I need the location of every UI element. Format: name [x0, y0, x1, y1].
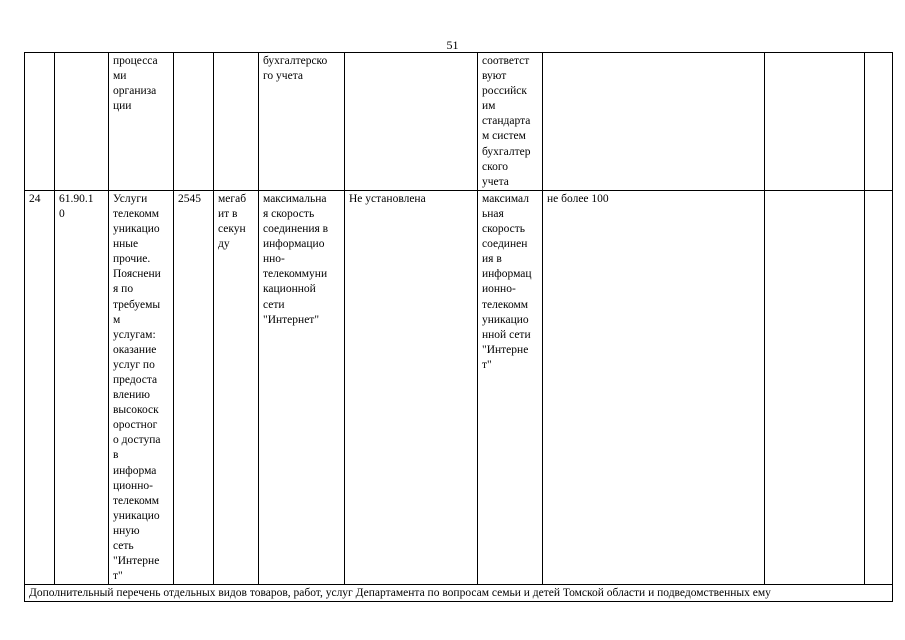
page-number: 51	[446, 38, 459, 52]
cell-unit-name: мегаб ит в секун ду	[214, 190, 259, 584]
cell-unit-code	[174, 53, 214, 191]
cell-characteristic-2: соответст вуют российск им стандарта м систем бухгалтер ского учета	[478, 53, 543, 191]
table-row-continuation	[25, 53, 893, 191]
cell-extra-2	[865, 190, 893, 584]
cell-characteristic: максимальна я скорость соединения в информацио нно- телекоммуни кационной сети "Интернет"	[259, 190, 345, 584]
cell-unit-code: 2545	[174, 190, 214, 584]
table-row-24	[25, 190, 893, 584]
cell-value: Не установлена	[345, 190, 478, 584]
cell-value-2	[543, 53, 765, 191]
specification-table	[24, 52, 893, 602]
table-footer-row	[25, 585, 893, 602]
cell-code	[55, 53, 109, 191]
cell-value-2: не более 100	[543, 190, 765, 584]
cell-extra-2	[865, 53, 893, 191]
cell-code: 61.90.1 0	[55, 190, 109, 584]
cell-value	[345, 53, 478, 191]
cell-name: процесса ми организа ции	[109, 53, 174, 191]
cell-extra-1	[765, 190, 865, 584]
cell-extra-1	[765, 53, 865, 191]
cell-name: Услуги телекомм уникацио нные прочие. Пояснени я по требуемы м услугам: оказание услуг по предоста влению высокоск оростног о доступа в информа ционно- телекомм уникацио нную сеть "Интерне т"	[109, 190, 174, 584]
cell-number	[25, 53, 55, 191]
section-heading: Дополнительный перечень отдельных видов товаров, работ, услуг Департамента по вопросам семьи и детей Томской области и подведомственных ему	[25, 585, 893, 602]
cell-number: 24	[25, 190, 55, 584]
cell-characteristic: бухгалтерско го учета	[259, 53, 345, 191]
cell-unit-name	[214, 53, 259, 191]
cell-characteristic-2: максимал ьная скорость соединен ия в информац ионно- телекомм уникацио нной сети "Интерне т"	[478, 190, 543, 584]
